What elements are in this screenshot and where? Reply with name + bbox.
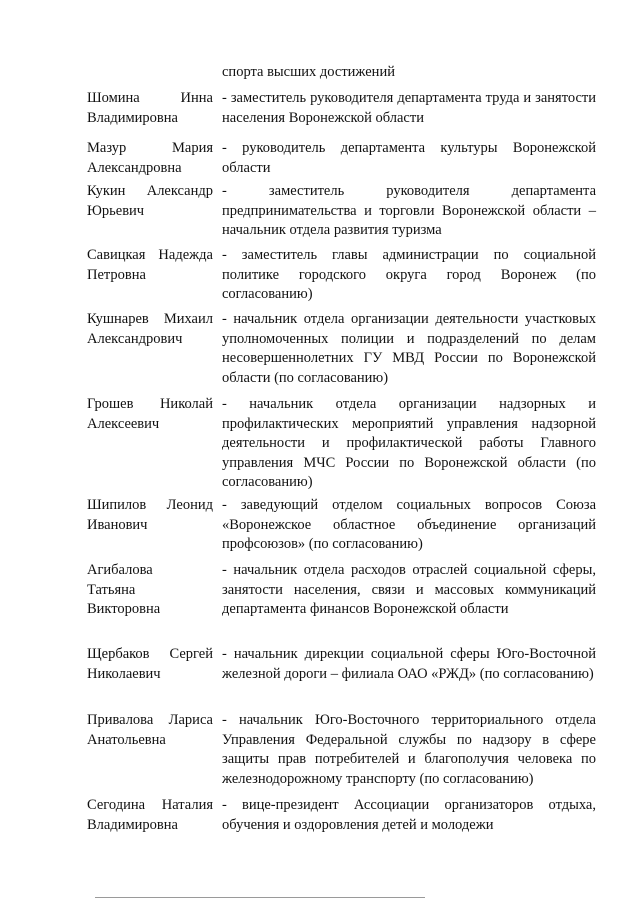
name-line: Сегодина Наталия: [87, 797, 213, 813]
name-line: Иванович: [87, 516, 148, 533]
name-line: Кукин Александр: [87, 183, 213, 199]
member-name: [87, 246, 213, 285]
name-line: Савицкая Надежда: [87, 247, 213, 263]
member-name: [87, 796, 213, 835]
member-name: [87, 182, 213, 221]
member-position: - начальник Юго-Восточного территориального отдела Управления Федеральной службы по надзору в сфере защиты прав потребителей и благополучия человека по железнодорожному транспорту (по согласованию): [222, 712, 596, 787]
name-line: Грошев Николай: [87, 396, 213, 412]
name-line: Шипилов Леонид: [87, 497, 213, 513]
name-line: Викторовна: [87, 601, 161, 617]
member-name: [87, 561, 213, 620]
name-line: Агибалова: [87, 562, 153, 578]
member-name: [87, 645, 213, 684]
member-position: - заведующий отделом социальных вопросов Союза «Воронежское областное объединение организаций профсоюзов» (по согласованию): [222, 497, 596, 552]
page-bottom-rule: [95, 897, 425, 898]
member-name: [87, 89, 213, 128]
name-line: Юрьевич: [87, 202, 145, 219]
continued-text: спорта высших достижений: [222, 64, 395, 80]
name-line: Владимировна: [87, 109, 178, 126]
member-position: - заместитель главы администрации по социальной политике городского округа город Воронеж (по согласованию): [222, 247, 596, 302]
name-line: Анатольевна: [87, 731, 166, 748]
name-line: Привалова Лариса: [87, 712, 213, 728]
member-name: [87, 496, 213, 535]
member-position: - руководитель департамента культуры Воронежской области: [222, 140, 596, 176]
name-line: Щербаков Сергей: [87, 646, 213, 662]
name-line: Александровна: [87, 159, 182, 176]
name-line: Мазур Мария: [87, 140, 213, 156]
member-position: - заместитель руководителя департамента предпринимательства и торговли Воронежской области – начальник отдела развития туризма: [222, 183, 596, 238]
name-line: Татьяна: [87, 581, 136, 598]
member-position: - заместитель руководителя департамента труда и занятости населения Воронежской области: [222, 90, 596, 126]
name-line: Алексеевич: [87, 415, 160, 432]
name-line: Александрович: [87, 330, 183, 347]
member-position: - начальник отдела расходов отраслей социальной сферы, занятости населения, связи и массовых коммуникаций департамента финансов Воронежской области: [222, 562, 596, 617]
member-name: [87, 711, 213, 750]
name-line: Шомина Инна: [87, 90, 213, 106]
name-line: Кушнарев Михаил: [87, 311, 213, 327]
name-line: Петровна: [87, 266, 146, 283]
member-position: - начальник отдела организации надзорных и профилактических мероприятий управления надзорной деятельности и профилактической работы Главного управления МЧС России по Воронежской области (по согласованию): [222, 396, 596, 490]
member-position: - начальник дирекции социальной сферы Юго-Восточной железной дороги – филиала ОАО «РЖД» (по согласованию): [222, 646, 596, 682]
member-position: - начальник отдела организации деятельности участковых уполномоченных полиции и подразделений по делам несовершеннолетних ГУ МВД России по Воронежской области (по согласованию): [222, 311, 596, 386]
member-position: - вице-президент Ассоциации организаторов отдыха, обучения и оздоровления детей и молодежи: [222, 797, 596, 833]
member-name: [87, 395, 213, 434]
member-name: [87, 139, 213, 178]
name-line: Николаевич: [87, 665, 161, 682]
member-name: [87, 310, 213, 349]
name-line: Владимировна: [87, 816, 178, 833]
